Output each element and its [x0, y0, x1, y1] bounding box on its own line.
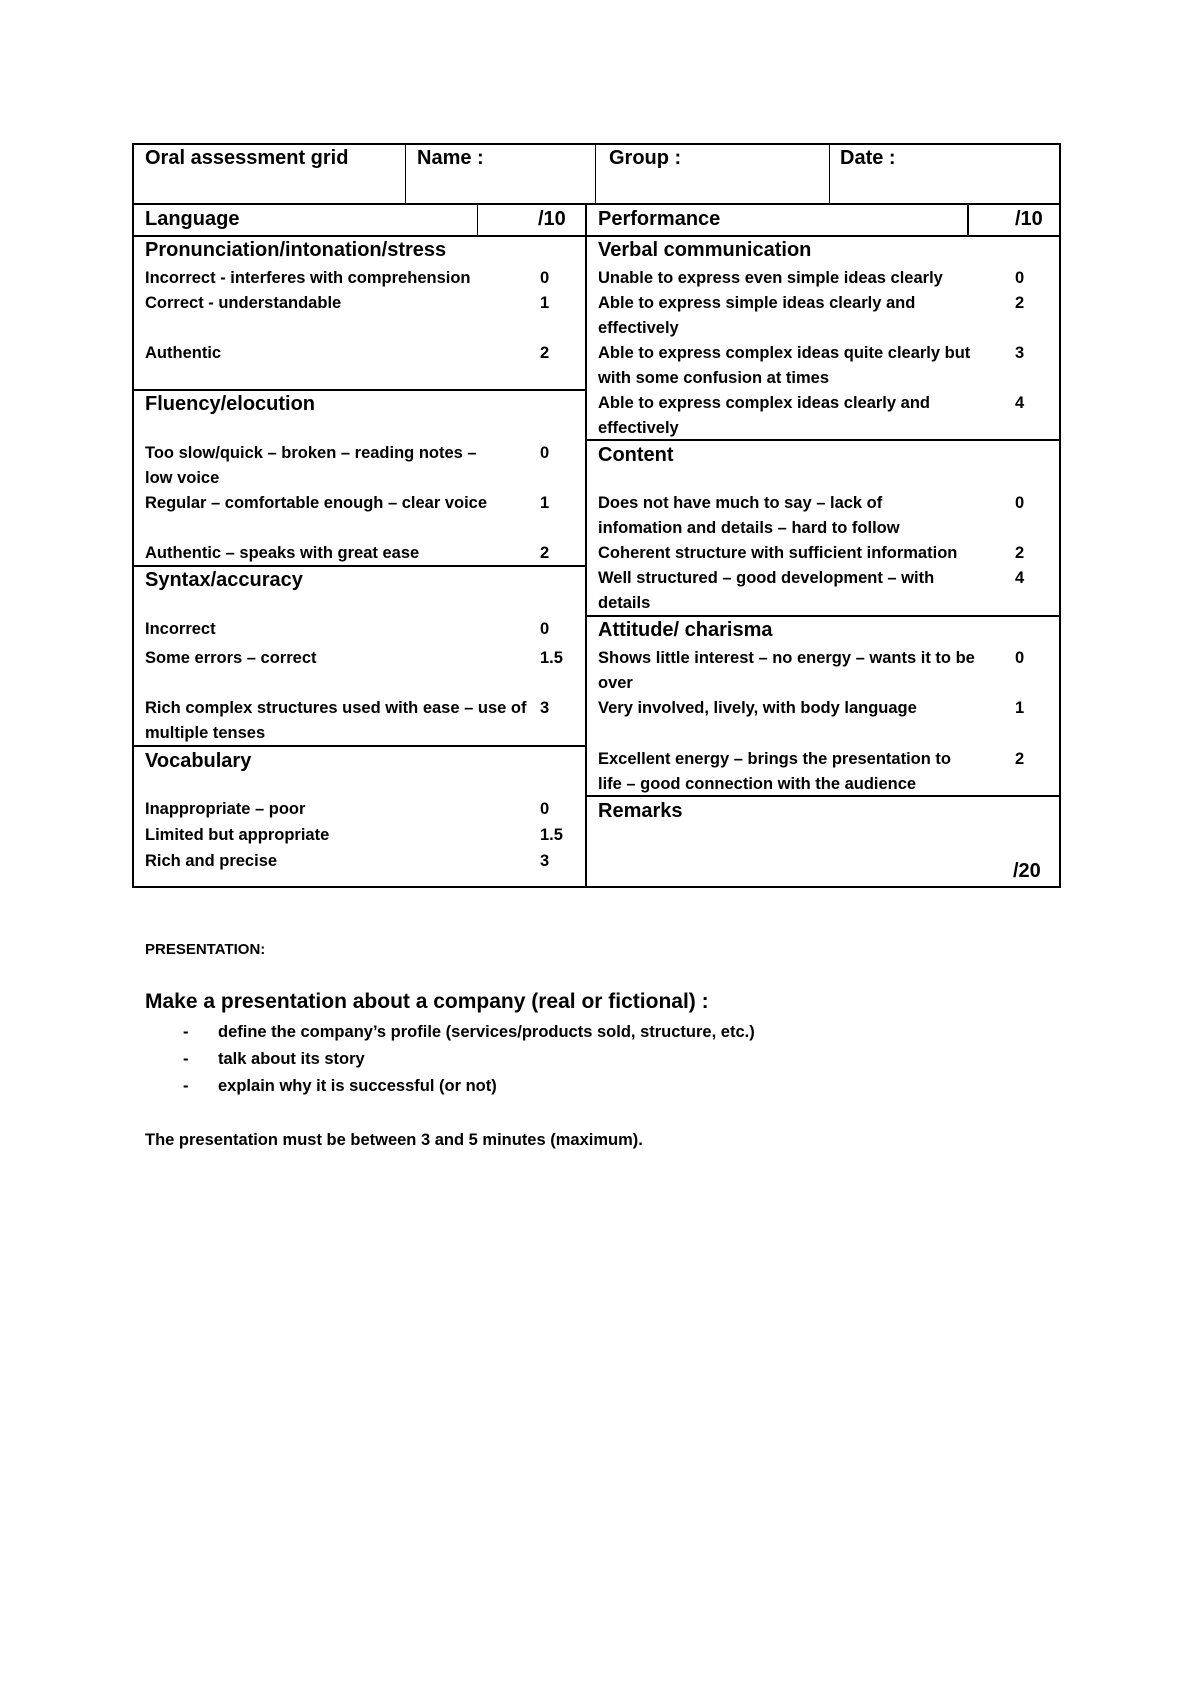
- criterion-text: Authentic – speaks with great ease: [145, 544, 420, 562]
- criterion-text: Able to express complex ideas clearly and effectively: [598, 394, 930, 437]
- duration-note: The presentation must be between 3 and 5 minutes (maximum).: [145, 1131, 643, 1149]
- criterion-points: 4: [1015, 569, 1025, 587]
- performance-total: /10: [1015, 208, 1043, 230]
- criterion-points: 1: [1015, 699, 1025, 717]
- assignment-title: Make a presentation about a company (real or fictional) :: [145, 990, 709, 1013]
- criterion-text: Regular – comfortable enough – clear voice: [145, 494, 488, 512]
- bullet-dash: -: [183, 1077, 189, 1095]
- criterion-text: Correct - understandable: [145, 294, 342, 312]
- date-label: Date :: [840, 147, 896, 169]
- criterion-points: 1: [540, 494, 550, 512]
- criterion-text: Shows little interest – no energy – wants it to be over: [598, 649, 975, 692]
- grand-total: /20: [1013, 860, 1041, 882]
- criterion-points: 3: [1015, 344, 1025, 362]
- bullet-item: talk about its story: [218, 1050, 365, 1068]
- criterion-text: Coherent structure with sufficient information: [598, 544, 958, 562]
- criterion-points: 4: [1015, 394, 1025, 412]
- criterion-text: Able to express complex ideas quite clearly but with some confusion at times: [598, 344, 971, 387]
- criterion-points: 2: [540, 544, 550, 562]
- performance-title: Performance: [598, 208, 721, 230]
- criterion-text: Excellent energy – brings the presentation to life – good connection with the audience: [598, 750, 952, 793]
- criterion-text: Some errors – correct: [145, 649, 317, 667]
- criterion-points: 0: [1015, 269, 1025, 287]
- criterion-text: Inappropriate – poor: [145, 800, 306, 818]
- language-total: /10: [538, 208, 566, 230]
- criterion-points: 2: [1015, 294, 1025, 312]
- criterion-text: Authentic: [145, 344, 222, 362]
- group-label: Group :: [609, 147, 682, 169]
- bullet-dash: -: [183, 1023, 189, 1041]
- section-title: Content: [598, 444, 674, 466]
- presentation-label: PRESENTATION:: [145, 941, 266, 958]
- criterion-points: 0: [1015, 649, 1025, 667]
- bullet-dash: -: [183, 1050, 189, 1068]
- criterion-points: 0: [540, 620, 550, 638]
- criterion-text: Rich and precise: [145, 852, 278, 870]
- criterion-points: 0: [540, 269, 550, 287]
- name-label: Name :: [417, 147, 484, 169]
- language-title: Language: [145, 208, 240, 230]
- criterion-points: 2: [1015, 750, 1025, 768]
- criterion-points: 0: [540, 444, 550, 462]
- section-title: Verbal communication: [598, 239, 812, 261]
- section-title: Pronunciation/intonation/stress: [145, 239, 447, 261]
- criterion-points: 3: [540, 699, 550, 717]
- criterion-text: Rich complex structures used with ease – use of multiple tenses: [145, 699, 527, 742]
- criterion-text: Able to express simple ideas clearly and effectively: [598, 294, 916, 337]
- grid-title: Oral assessment grid: [145, 147, 349, 169]
- criterion-points: 3: [540, 852, 550, 870]
- criterion-text: Limited but appropriate: [145, 826, 330, 844]
- criterion-text: Very involved, lively, with body language: [598, 699, 917, 717]
- criterion-points: 1.5: [540, 826, 563, 844]
- criterion-points: 1: [540, 294, 550, 312]
- criterion-points: 2: [540, 344, 550, 362]
- criterion-points: 2: [1015, 544, 1025, 562]
- section-title: Fluency/elocution: [145, 393, 316, 415]
- criterion-points: 0: [540, 800, 550, 818]
- bullet-item: explain why it is successful (or not): [218, 1077, 497, 1095]
- criterion-points: 0: [1015, 494, 1025, 512]
- section-title: Vocabulary: [145, 750, 252, 772]
- criterion-text: Incorrect: [145, 620, 216, 638]
- section-title: Attitude/ charisma: [598, 619, 773, 641]
- criterion-points: 1.5: [540, 649, 563, 667]
- criterion-text: Too slow/quick – broken – reading notes – low voice: [145, 444, 477, 487]
- criterion-text: Unable to express even simple ideas clearly: [598, 269, 943, 287]
- criterion-text: Well structured – good development – with details: [598, 569, 935, 612]
- section-title: Syntax/accuracy: [145, 569, 303, 591]
- criterion-text: Incorrect - interferes with comprehension: [145, 269, 471, 287]
- remarks-title: Remarks: [598, 800, 683, 822]
- bullet-item: define the company’s profile (services/products sold, structure, etc.): [218, 1023, 755, 1041]
- criterion-text: Does not have much to say – lack of infomation and details – hard to follow: [598, 494, 900, 537]
